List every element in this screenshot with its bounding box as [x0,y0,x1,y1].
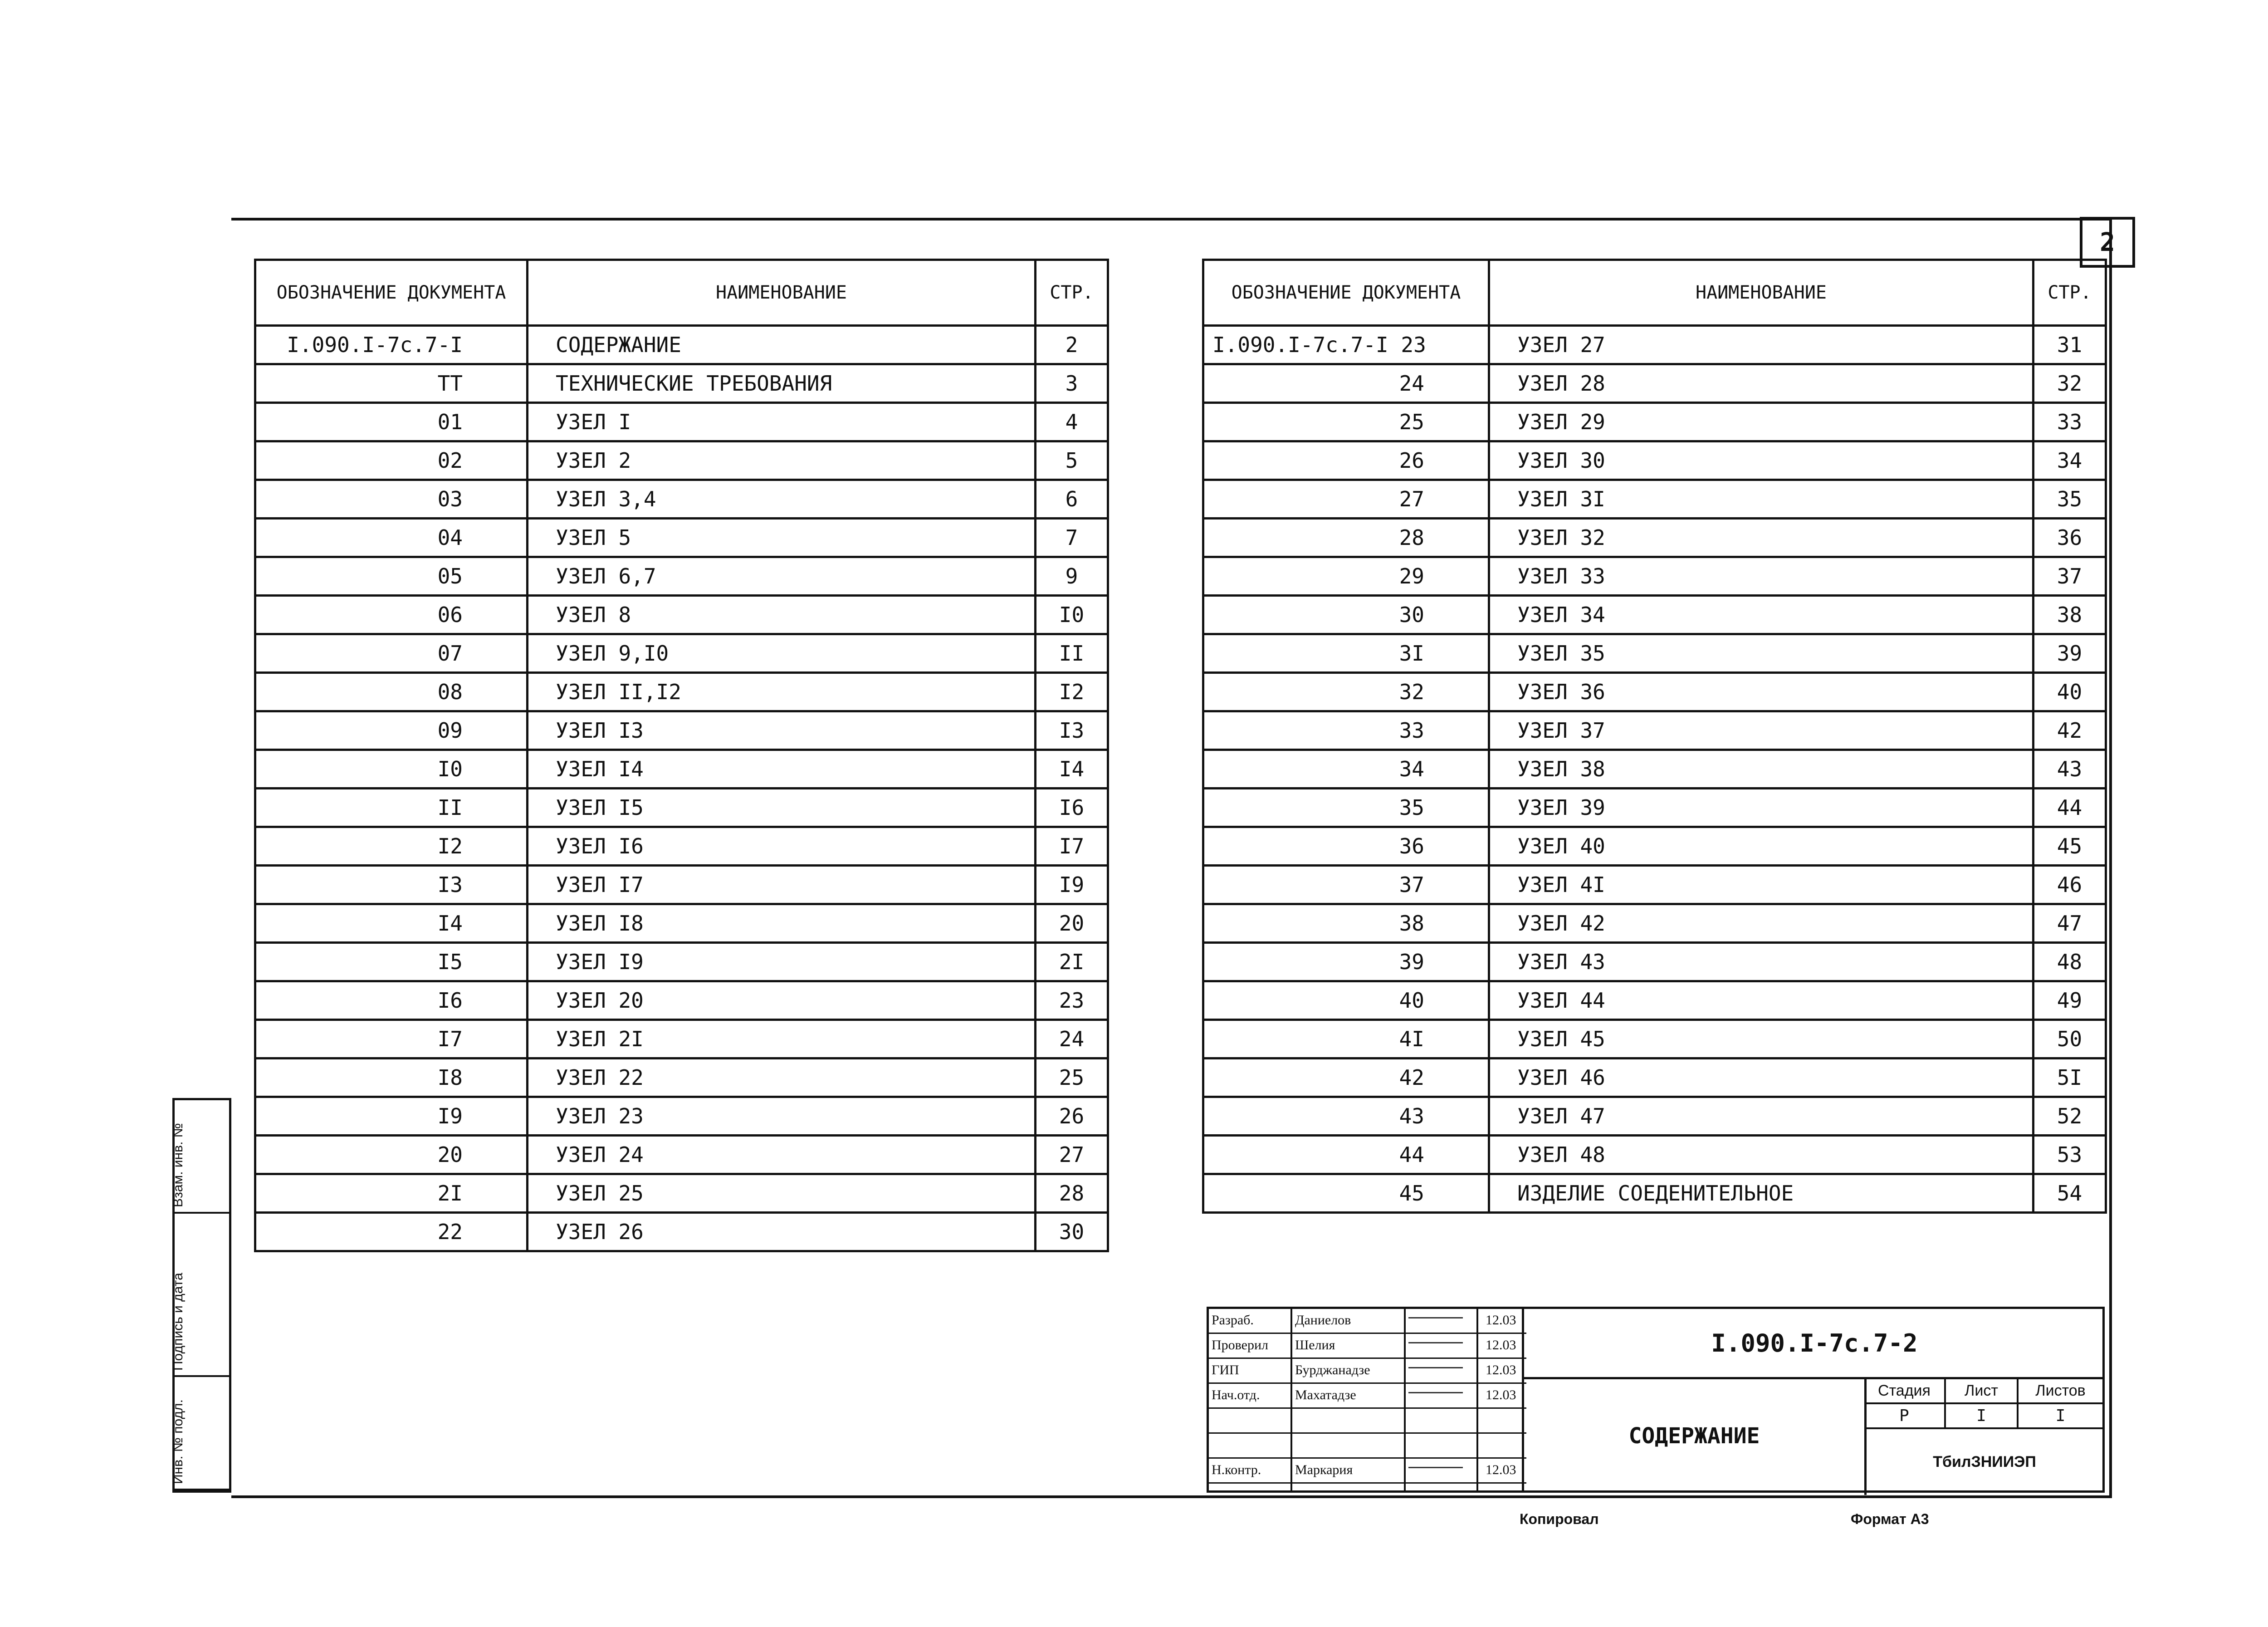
signature-row [1209,1359,1526,1384]
cell-name: УЗЕЛ 2I [528,1020,1036,1059]
table-row [1203,1059,2106,1097]
copied-label: Копировал [1520,1511,1599,1527]
side-stamp-label: Инв. № подл. [171,1399,186,1484]
signature-role: Н.контр. [1212,1462,1261,1477]
cell-code: 38 [1203,904,1489,943]
table-row [1203,866,2106,904]
cell-code: 34 [1203,750,1489,789]
column-header-code: ОБОЗНАЧЕНИЕ ДОКУМЕНТА [1203,260,1489,326]
signature-row [1209,1409,1526,1434]
table-row [255,519,1108,557]
cell-name: УЗЕЛ 34 [1489,596,2033,634]
cell-name: УЗЕЛ I7 [528,866,1036,904]
cell-name: УЗЕЛ 35 [1489,634,2033,673]
signature-row [1209,1459,1526,1484]
cell-code: 45 [1203,1174,1489,1213]
cell-code: I9 [255,1097,528,1136]
cell-name: УЗЕЛ 25 [528,1174,1036,1213]
cell-code: 22 [255,1213,528,1251]
table-row [255,750,1108,789]
handwritten-signature [1408,1317,1463,1318]
cell-code: 40 [1203,981,1489,1020]
cell-page: 37 [2033,557,2106,596]
signature-row [1209,1309,1526,1334]
table-row [1203,981,2106,1020]
table-row [1203,480,2106,519]
cell-page: I6 [1036,789,1108,827]
left-contents-table [254,259,1109,1252]
stage-label: Стадия [1864,1379,1946,1404]
cell-page: 27 [1036,1136,1108,1174]
cell-name: УЗЕЛ 40 [1489,827,2033,866]
side-stamp-cell [171,1214,229,1377]
cell-page: I2 [1036,673,1108,711]
table-row [1203,1174,2106,1213]
cell-code: 25 [1203,403,1489,441]
cell-page: 48 [2033,943,2106,981]
cell-page: 7 [1036,519,1108,557]
cell-name: УЗЕЛ 23 [528,1097,1036,1136]
cell-page: 44 [2033,789,2106,827]
right-contents-table [1202,259,2107,1214]
table-row [1203,789,2106,827]
table-row [255,1174,1108,1213]
cell-page: 36 [2033,519,2106,557]
cell-code: I5 [255,943,528,981]
signature-date: 12.03 [1486,1313,1516,1328]
cell-name: ТЕХНИЧЕСКИЕ ТРЕБОВАНИЯ [528,364,1036,403]
cell-name: УЗЕЛ 6,7 [528,557,1036,596]
table-row [1203,557,2106,596]
table-row [1203,1097,2106,1136]
side-stamp-cell [171,1100,229,1214]
handwritten-signature [1408,1417,1463,1418]
cell-name: УЗЕЛ 28 [1489,364,2033,403]
table-row [255,866,1108,904]
cell-name: УЗЕЛ 39 [1489,789,2033,827]
sheet-label: Лист [1946,1379,2019,1404]
signature-date: 12.03 [1486,1338,1516,1353]
cell-page: 52 [2033,1097,2106,1136]
column-header-name: НАИМЕНОВАНИЕ [1489,260,2033,326]
cell-page: 40 [2033,673,2106,711]
cell-code: ТТ [255,364,528,403]
signature-date: 12.03 [1486,1462,1516,1477]
cell-page: 20 [1036,904,1108,943]
cell-name: УЗЕЛ 46 [1489,1059,2033,1097]
signature-role: Нач.отд. [1212,1387,1260,1402]
cell-page: 49 [2033,981,2106,1020]
cell-name: УЗЕЛ I4 [528,750,1036,789]
table-row [255,673,1108,711]
cell-code: 26 [1203,441,1489,480]
table-row [1203,364,2106,403]
cell-page: 45 [2033,827,2106,866]
organization: ТбилЗНИИЭП [1933,1453,2036,1470]
table-row [255,1136,1108,1174]
cell-name: УЗЕЛ 2 [528,441,1036,480]
side-stamp [172,1098,231,1493]
cell-name: УЗЕЛ I5 [528,789,1036,827]
cell-page: 9 [1036,557,1108,596]
table-row [1203,441,2106,480]
table-row [1203,673,2106,711]
signature-grid [1207,1307,1524,1493]
table-row [255,943,1108,981]
table-row [255,1059,1108,1097]
cell-code: I6 [255,981,528,1020]
cell-code: 08 [255,673,528,711]
table-row [255,789,1108,827]
signature-row [1209,1434,1526,1459]
table-row [1203,827,2106,866]
column-header-page: СТР. [1036,260,1108,326]
title-block-main [1524,1307,2105,1493]
side-stamp-cell [171,1377,229,1490]
cell-name: УЗЕЛ II,I2 [528,673,1036,711]
cell-page: 5I [2033,1059,2106,1097]
table-row [255,1020,1108,1059]
cell-page: 2 [1036,326,1108,364]
signature-name: Маркария [1295,1462,1353,1477]
cell-page: 38 [2033,596,2106,634]
signature-row [1209,1334,1526,1359]
cell-code: 3I [1203,634,1489,673]
table-row [1203,1136,2106,1174]
cell-page: I0 [1036,596,1108,634]
cell-code: I4 [255,904,528,943]
cell-code: I3 [255,866,528,904]
document-code: I.090.I-7c.7-2 [1524,1309,2105,1379]
table-row [255,364,1108,403]
cell-page: 4 [1036,403,1108,441]
cell-name: УЗЕЛ 36 [1489,673,2033,711]
handwritten-signature [1408,1392,1463,1393]
cell-code: 07 [255,634,528,673]
cell-name: УЗЕЛ 5 [528,519,1036,557]
cell-page: 23 [1036,981,1108,1020]
cell-name: УЗЕЛ 33 [1489,557,2033,596]
cell-page: 24 [1036,1020,1108,1059]
cell-page: 2I [1036,943,1108,981]
cell-code: 30 [1203,596,1489,634]
table-row [1203,904,2106,943]
cell-page: 53 [2033,1136,2106,1174]
column-header-page: СТР. [2033,260,2106,326]
cell-name: УЗЕЛ 26 [528,1213,1036,1251]
side-stamp-label: Подпись и дата [171,1273,186,1371]
cell-code: I7 [255,1020,528,1059]
table-row [255,1213,1108,1251]
cell-code: 2I [255,1174,528,1213]
cell-code: 27 [1203,480,1489,519]
cell-page: 43 [2033,750,2106,789]
table-row [255,1097,1108,1136]
signature-row [1209,1384,1526,1409]
cell-name: УЗЕЛ 48 [1489,1136,2033,1174]
cell-name: УЗЕЛ 22 [528,1059,1036,1097]
cell-name: УЗЕЛ I3 [528,711,1036,750]
table-row [1203,519,2106,557]
table-row [1203,750,2106,789]
cell-name: УЗЕЛ 45 [1489,1020,2033,1059]
cell-name: УЗЕЛ I [528,403,1036,441]
table-row [255,403,1108,441]
table-row [255,441,1108,480]
table-row [255,326,1108,364]
cell-page: 3 [1036,364,1108,403]
format-label: Формат А3 [1851,1511,1929,1527]
cell-name: УЗЕЛ 8 [528,596,1036,634]
cell-name: УЗЕЛ 47 [1489,1097,2033,1136]
cell-page: 50 [2033,1020,2106,1059]
cell-name: УЗЕЛ 37 [1489,711,2033,750]
grid-divider [1290,1309,1292,1490]
cell-code: 37 [1203,866,1489,904]
cell-name: УЗЕЛ 38 [1489,750,2033,789]
cell-name: УЗЕЛ 3,4 [528,480,1036,519]
cell-page: I7 [1036,827,1108,866]
cell-code: 05 [255,557,528,596]
handwritten-signature [1408,1367,1463,1368]
table-row [1203,403,2106,441]
cell-code: 02 [255,441,528,480]
cell-name: УЗЕЛ 42 [1489,904,2033,943]
right-table-body [1203,326,2106,1213]
column-header-name: НАИМЕНОВАНИЕ [528,260,1036,326]
table-row [1203,596,2106,634]
cell-code: 32 [1203,673,1489,711]
sheet-number: 2 [2080,217,2135,268]
table-row [255,827,1108,866]
cell-name: УЗЕЛ 29 [1489,403,2033,441]
cell-code: 43 [1203,1097,1489,1136]
table-row [1203,711,2106,750]
column-header-code: ОБОЗНАЧЕНИЕ ДОКУМЕНТА [255,260,528,326]
handwritten-signature [1408,1442,1463,1443]
title-block [1207,1307,2105,1493]
cell-name: УЗЕЛ 43 [1489,943,2033,981]
cell-page: 54 [2033,1174,2106,1213]
signature-role: Проверил [1212,1338,1268,1353]
cell-code: 24 [1203,364,1489,403]
grid-divider [1476,1309,1478,1490]
table-row [255,596,1108,634]
handwritten-signature [1408,1342,1463,1343]
cell-code: 44 [1203,1136,1489,1174]
table-row [255,981,1108,1020]
document-title: СОДЕРЖАНИЕ [1524,1377,1867,1495]
stage-value: Р [1864,1404,1946,1429]
signature-role: Разраб. [1212,1313,1254,1328]
cell-code: 04 [255,519,528,557]
table-row [1203,634,2106,673]
cell-page: 42 [2033,711,2106,750]
sheet-value: I [1946,1404,2019,1429]
sheets-label: Листов [2019,1379,2102,1404]
cell-code: 09 [255,711,528,750]
cell-name: УЗЕЛ 9,I0 [528,634,1036,673]
cell-code: 28 [1203,519,1489,557]
table-row [1203,326,2106,364]
cell-page: I4 [1036,750,1108,789]
cell-code: 29 [1203,557,1489,596]
cell-page: 5 [1036,441,1108,480]
cell-page: 34 [2033,441,2106,480]
cell-code: 03 [255,480,528,519]
cell-page: 33 [2033,403,2106,441]
cell-page: 46 [2033,866,2106,904]
cell-name: УЗЕЛ I8 [528,904,1036,943]
cell-code: I2 [255,827,528,866]
signature-name: Шелия [1295,1338,1335,1353]
cell-name: УЗЕЛ I6 [528,827,1036,866]
cell-code: 20 [255,1136,528,1174]
cell-code: I0 [255,750,528,789]
signature-role: ГИП [1212,1362,1239,1377]
cell-name: УЗЕЛ 3I [1489,480,2033,519]
cell-page: I9 [1036,866,1108,904]
signature-name: Бурджанадзе [1295,1362,1370,1377]
cell-code: 01 [255,403,528,441]
signature-name: Махатадзе [1295,1387,1356,1402]
cell-code: 33 [1203,711,1489,750]
cell-name: УЗЕЛ 30 [1489,441,2033,480]
table-row [255,634,1108,673]
cell-code: 4I [1203,1020,1489,1059]
cell-page: 28 [1036,1174,1108,1213]
table-row [255,711,1108,750]
cell-code: I.090.I-7c.7-I [255,326,528,364]
cell-name: УЗЕЛ 27 [1489,326,2033,364]
table-row [1203,1020,2106,1059]
cell-page: 6 [1036,480,1108,519]
cell-name: УЗЕЛ 24 [528,1136,1036,1174]
cell-name: ИЗДЕЛИЕ СОЕДЕНИТЕЛЬНОЕ [1489,1174,2033,1213]
table-row [255,480,1108,519]
cell-page: 35 [2033,480,2106,519]
cell-code: 39 [1203,943,1489,981]
cell-code: 35 [1203,789,1489,827]
cell-page: II [1036,634,1108,673]
cell-page: 32 [2033,364,2106,403]
cell-page: 47 [2033,904,2106,943]
table-row [255,904,1108,943]
cell-page: 26 [1036,1097,1108,1136]
cell-code: II [255,789,528,827]
grid-divider [1404,1309,1406,1490]
cell-name: УЗЕЛ 32 [1489,519,2033,557]
signature-date: 12.03 [1486,1387,1516,1402]
cell-page: 25 [1036,1059,1108,1097]
table-row [255,557,1108,596]
cell-page: I3 [1036,711,1108,750]
cell-page: 30 [1036,1213,1108,1251]
cell-code: I8 [255,1059,528,1097]
cell-page: 39 [2033,634,2106,673]
cell-name: УЗЕЛ 4I [1489,866,2033,904]
sheets-value: I [2019,1404,2102,1429]
cell-name: УЗЕЛ 44 [1489,981,2033,1020]
cell-name: УЗЕЛ I9 [528,943,1036,981]
cell-code: 36 [1203,827,1489,866]
cell-code: I.090.I-7c.7-I 23 [1203,326,1489,364]
table-row [1203,943,2106,981]
cell-name: УЗЕЛ 20 [528,981,1036,1020]
handwritten-signature [1408,1467,1463,1468]
left-table-body [255,326,1108,1251]
cell-code: 42 [1203,1059,1489,1097]
cell-page: 31 [2033,326,2106,364]
cell-name: СОДЕРЖАНИЕ [528,326,1036,364]
cell-code: 06 [255,596,528,634]
signature-date: 12.03 [1486,1362,1516,1377]
signature-name: Даниелов [1295,1313,1351,1328]
side-stamp-label: Взам. инв. № [171,1123,186,1207]
